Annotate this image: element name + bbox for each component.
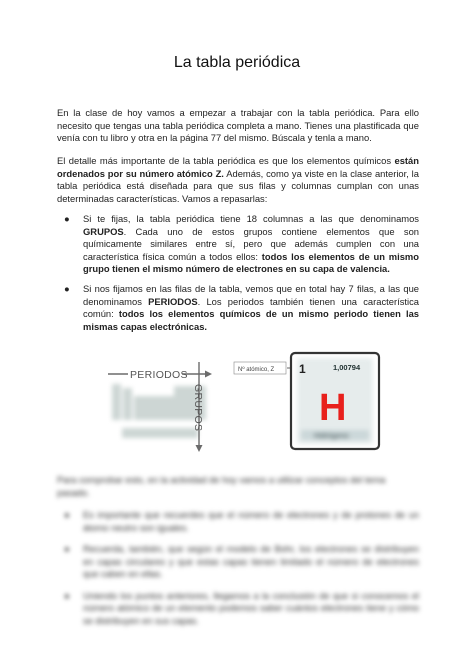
detail-text-a: El detalle más importante de la tabla periódica es que los elementos químicos xyxy=(57,155,395,166)
bullet-icon: ● xyxy=(64,510,70,520)
blurred-list xyxy=(57,509,419,627)
characteristics-list xyxy=(57,213,419,340)
blurred-item-text: Uniendo los puntos anteriores, llegamos a la conclusión de que si conocemos el número atómico de un elemento podemos saber cuántos electrones tiene y cómo se distribuyen en sus capas. xyxy=(83,590,419,626)
detail-paragraph xyxy=(57,155,419,205)
detail-text-bold: están ordenados por su número atómico Z. xyxy=(57,155,419,179)
grupos-text-c: . Cada uno de estos grupos contiene elementos que son químicamente similares entre sí, pero que además cumplen con una característica física común a todos ellos: xyxy=(83,225,419,262)
periodos-text-c: . Los periodos también tienen una característica común: xyxy=(83,295,419,320)
grupos-text-a: Si te fijas, la tabla periódica tiene 18 columnas a las que denominamos xyxy=(83,213,419,224)
bullet-icon: ● xyxy=(64,590,70,601)
periodos-label: PERIODOS xyxy=(130,369,188,381)
atomic-number-label: Nº atómico, Z xyxy=(238,367,275,373)
periodos-text-bold: PERIODOS xyxy=(148,295,198,307)
intro-paragraph: En la clase de hoy vamos a empezar a trabajar con la tabla periódica. Para ello necesito que tengas una tabla periódica completa a mano. Tienes una plastificada que venía con tu libro y otra en la página 77 del mismo. Búscala y tenla a mano. xyxy=(57,107,419,144)
periodos-text-a: Si nos fijamos en las filas de la tabla, vemos que en total hay 7 filas, a las que denominamos xyxy=(83,282,419,307)
element-symbol: H xyxy=(319,387,347,429)
list-item-grupos xyxy=(57,213,419,276)
bullet-icon: ● xyxy=(64,282,70,294)
element-name: Hidrógeno xyxy=(314,431,349,440)
grupos-label: GRUPOS xyxy=(192,384,204,432)
grupos-text-bold: GRUPOS xyxy=(83,225,124,237)
element-atomic-mass: 1,00794 xyxy=(333,363,361,372)
blurred-intro: Para comprobar esto, en la actividad de hoy vamos a utilizar conceptos del tema pasado. xyxy=(57,475,386,498)
element-atomic-number: 1 xyxy=(299,362,306,376)
list-item xyxy=(57,590,419,628)
detail-text-c: Además, como ya viste en la clase anterior, la tabla periódica está diseñada para que sus filas y columnas cumplan con unas determinadas características. Vamos a repasarlas: xyxy=(57,167,419,204)
grupos-arrow-head xyxy=(196,445,203,452)
periodos-arrow-head xyxy=(205,371,212,378)
periodic-table-figure xyxy=(0,350,474,465)
bullet-icon: ● xyxy=(64,213,70,224)
blurred-continuation xyxy=(57,474,419,636)
periodos-text-d-bold: todos los elementos químicos de un mismo periodo tienen las mismas capas electrónicas. xyxy=(83,308,419,332)
list-item xyxy=(57,509,419,534)
grupos-text-d-bold: todos los elementos de un mismo grupo tienen el mismo número de electrones en su capa de valencia. xyxy=(83,250,419,275)
page-title: La tabla periódica xyxy=(173,54,301,71)
periodic-table-silhouette xyxy=(112,384,206,438)
bullet-icon: ● xyxy=(64,544,70,554)
list-item-periodos xyxy=(57,283,419,333)
list-item xyxy=(57,543,419,581)
blurred-item-text: Recuerda, también, que según el modelo de Bohr, los electrones se distribuyen en capas circulares y que estas capas tienen limitado el número de electrones que caben en ellas. xyxy=(83,544,419,579)
blurred-item-text: Es importante que recuerdes que el número de electrones y de protones de un átomo neutro son iguales. xyxy=(83,510,419,533)
